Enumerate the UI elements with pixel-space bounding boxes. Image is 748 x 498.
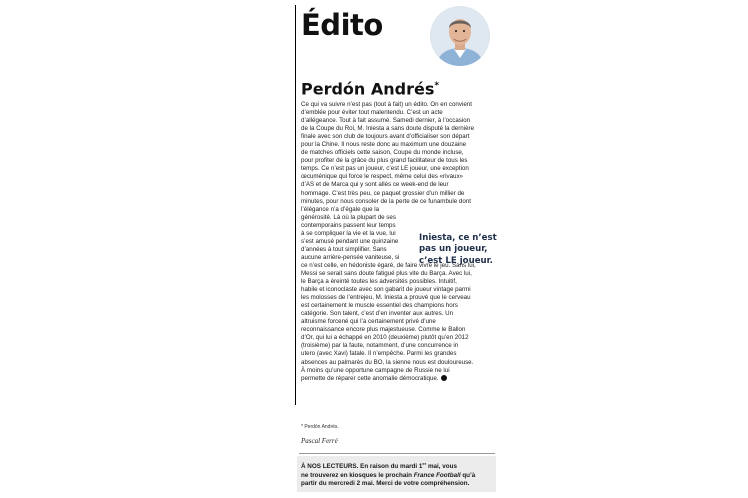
- divider: [299, 453, 495, 454]
- body-line: œcuménique qui force le respect, même celui des «rivaux»: [301, 173, 463, 181]
- body-line: Messi se serait sans doute fatigué plus vite du Barça. Avec lui,: [301, 269, 472, 277]
- page-title: Édito: [301, 8, 383, 42]
- body-line: aucune arrière-pensée vaniteuse, si: [301, 253, 400, 261]
- body-line: altruisme forcené qui l’a certainement privé d’une: [301, 318, 436, 326]
- body-line: permette de réparer cette anomalie démocratique.: [301, 375, 495, 383]
- body-line: pour profiter de la grâce du plus grand facilitateur de tous les: [301, 157, 468, 165]
- body-line: d’emblée pour éviter tout malentendu. C’est un acte: [301, 109, 443, 117]
- body-line: d’années à tout simplifier. Sans: [301, 245, 387, 253]
- body-line: contemporains passent leur temps: [301, 221, 396, 229]
- author-footnote-mark: *: [434, 81, 440, 91]
- body-line: habile et iconoclaste avec son gabarit de joueur vintage parmi: [301, 286, 471, 294]
- body-line: absences au palmarès du BO, la sienne nous est douloureuse.: [301, 358, 474, 366]
- body-line: d’allégeance. Tout à fait assumé. Samedi dernier, à l’occasion: [301, 117, 471, 125]
- body-line: générosité. Là où la plupart de ses: [301, 213, 396, 221]
- body-line: le Barça a éreinté toutes les adversités possibles. Intuitif,: [301, 278, 457, 286]
- notice-superscript: er: [422, 461, 427, 466]
- body-line: minutes, pour nous consoler de la perte de ce funambule dont: [301, 197, 471, 205]
- reader-notice: [301, 460, 493, 489]
- body-line: temps. Ce n’est pas un joueur, c’est LE joueur, une exception: [301, 165, 469, 173]
- body-line: est certainement le muscle essentiel des champions hors: [301, 302, 458, 310]
- body-line: Ce qui va suivre n’est pas (tout à fait) un édito. On en convient: [301, 101, 472, 108]
- pull-quote-line: pas un joueur,: [419, 244, 488, 255]
- body-line: À moins qu’une opportune campagne de Russie ne lui: [301, 366, 450, 374]
- notice-magazine-name: France Football: [413, 471, 461, 479]
- body-line: finale avec son club de toujours avant d’officialiser son départ: [301, 133, 470, 141]
- body-line: les molosses de l’entrejeu, M. Iniesta a prouvé que le cerveau: [301, 294, 471, 302]
- body-line: de la Coupe du Roi, M. Iniesta a sans doute disputé la dernière: [301, 125, 475, 133]
- author-name: Perdón Andrés: [301, 79, 435, 99]
- author-portrait-icon: [430, 6, 490, 66]
- body-line: catégorie. Son talent, c’est d’en inventer aux autres. Un: [301, 310, 454, 318]
- notice-line-1: À NOS LECTEURS. En raison du mardi 1: [301, 463, 423, 471]
- body-line: reconnaissance encore plus majestueuse. Comme le Ballon: [301, 326, 466, 334]
- body-line: ce n’est celle, en hédoniste égaré, de faire vivre le jeu. Sans lui,: [301, 261, 476, 269]
- column-rule: [295, 5, 296, 405]
- notice-line-2-end: qu’à: [460, 471, 476, 479]
- author-avatar: [430, 6, 490, 66]
- notice-line-3: partir du mercredi 2 mai. Merci de votre compréhension.: [301, 480, 470, 488]
- body-line: de matches officiels cette saison, Coupe du monde incluse,: [301, 149, 464, 157]
- pull-quote-line: c’est LE joueur.: [419, 255, 493, 266]
- end-mark-icon: [441, 375, 447, 381]
- notice-line-1-end: mai, vous: [426, 463, 457, 471]
- author-heading: [301, 76, 439, 99]
- body-line: s’est amusé pendant une quinzaine: [301, 237, 399, 245]
- body-line: utero (avec Xavi) fatale. Il n’empêche. Parmi les grandes: [301, 350, 457, 358]
- body-line: d’Or, qui lui a échappé en 2010 (deuxième) plutôt qu’en 2012: [301, 334, 469, 342]
- footnote: * Perdón Andrés.: [301, 424, 339, 430]
- body-line: l’élégance n’a d’égale que la: [301, 205, 380, 213]
- body-line: (troisième) par la faute, notamment, d’une concurrence in: [301, 342, 459, 350]
- body-line: hommage. C’est très peu, ce paquet grossier d’un millier de: [301, 189, 465, 197]
- body-line: d’AS et de Marca qui y sont allés ce week-end de leur: [301, 181, 449, 189]
- pull-quote-line: Iniesta, ce n’est: [419, 233, 497, 243]
- body-line: à se compliquer la vie et la vue, lui: [301, 229, 396, 237]
- signature: Pascal Ferré: [301, 437, 338, 445]
- body-line: pour la Chine. Il nous reste donc au maximum une douzaine: [301, 141, 467, 149]
- pull-quote: [419, 233, 501, 267]
- notice-line-2: ne trouverez en kiosques le prochain: [301, 471, 414, 479]
